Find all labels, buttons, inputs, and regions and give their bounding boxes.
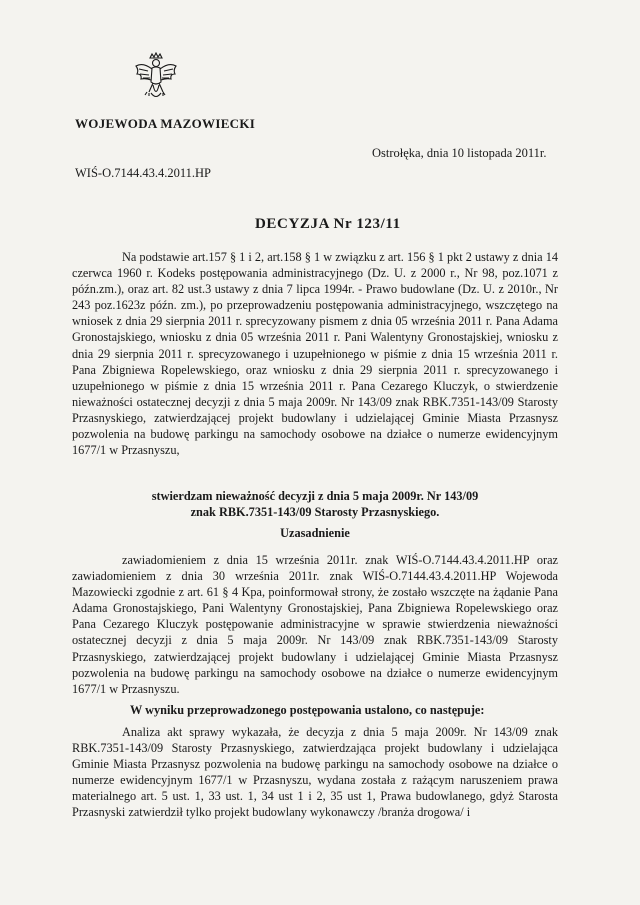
decision-statement-line-1: stwierdzam nieważność decyzji z dnia 5 maja 2009r. Nr 143/09 — [151, 489, 479, 503]
decision-statement-line-2: znak RBK.7351-143/09 Starosty Przasnyskiego. — [190, 505, 440, 519]
proceedings-heading: W wyniku przeprowadzonego postępowania ustalono, co następuje: — [130, 703, 485, 717]
justification-paragraph: zawiadomieniem z dnia 15 września 2011r. znak WIŚ-O.7144.43.4.2011.HP oraz zawiadomieniem z dnia 30 września 2011r. znak WIŚ-O.7144.43.4.2011.HP Wojewoda Mazowiecki zgodnie z art. 61 § 4 Kpa, poinformował strony, że zostało wszczęte na żądanie Pana Adama Gronostajskiego, Pani Walentyny Gronostajskiej, Pana Zbigniewa Ropelewskiego oraz Pana Cezarego Kluczyk postępowanie administracyjne w sprawie stwierdzenia nieważności ostatecznej decyzji z dnia 5 maja 2009r. Nr 143/09 znak RBK.7351-143/09 Starosty Przasnyskiego, zatwierdzającej projekt budowlany i udzielającej Gminie Miasta Przasnysz pozwolenia na budowę parkingu na samochody osobowe na działce o numerze ewidencyjnym 1677/1 w Przasnyszu. — [72, 553, 558, 696]
findings-paragraph: Analiza akt sprawy wykazała, że decyzja z dnia 5 maja 2009r. Nr 143/09 znak RBK.7351-143/09 Starosty Przasnyskiego, zatwierdzająca projekt budowlany i udzielająca Gminie Miasta Przasnysz pozwolenia na budowę parkingu na samochody osobowe na działce o numerze ewidencyjnym 1677/1 w Przasnyszu, wydana została z rażącym naruszeniem prawa materialnego art. 5 ust. 1, 33 ust. 1, 34 ust 1 i 2, 35 ust 1, Prawa budowlanego, gdyż Starosta Przasnyski zatwierdził tylko projekt budowlany wykonawczy /branża drogowa/ i — [72, 725, 558, 820]
reference-number: WIŚ-O.7144.43.4.2011.HP — [75, 166, 211, 180]
place-and-date: Ostrołęka, dnia 10 listopada 2011r. — [372, 146, 547, 160]
issuing-authority: WOJEWODA MAZOWIECKI — [75, 116, 256, 131]
legal-basis-paragraph: Na podstawie art.157 § 1 i 2, art.158 § 1 w związku z art. 156 § 1 pkt 2 ustawy z dnia 14 czerwca 1960 r. Kodeks postępowania administracyjnego (Dz. U. z 2000 r., Nr 98, poz.1071 z późn.zm.), oraz art. 82 ust.3 ustawy z dnia 7 lipca 1994r. - Prawo budowlane (Dz. U. z 2010r., Nr 243 poz.1623z późn. zm.), po przeprowadzeniu postępowania administracyjnego, wszczętego na wniosek z dnia 29 sierpnia 2011 r. sprecyzowany pismem z dnia 05 września 2011 r. Pana Adama Gronostajskiego, wniosku z dnia 05 września 2011 r. Pani Walentyny Gronostajskiej, wniosku z dnia 29 sierpnia 2011 r. sprecyzowanego i uzupełnionego w piśmie z dnia 15 września 2011 r. Pana Zbigniewa Ropelewskiego, oraz wniosku z dnia 29 sierpnia 2011 r. sprecyzowanego i uzupełnionego w piśmie z dnia 15 września 2011 r. Pana Cezarego Kluczyk, o stwierdzenie nieważności ostatecznej decyzji z dnia 5 maja 2009r. Nr 143/09 znak RBK.7351-143/09 Starosty Przasnyskiego, zatwierdzającej projekt budowlany i udzielającej Gminie Miasta Przasnysz pozwolenia na budowę parkingu na samochody osobowe na działce o numerze ewidencyjnym 1677/1 w Przasnyszu, — [72, 250, 558, 458]
decision-statement — [72, 488, 558, 520]
polish-eagle-emblem-icon — [133, 52, 179, 102]
decision-title: DECYZJA Nr 123/11 — [255, 216, 401, 232]
justification-heading: Uzasadnienie — [280, 526, 350, 540]
